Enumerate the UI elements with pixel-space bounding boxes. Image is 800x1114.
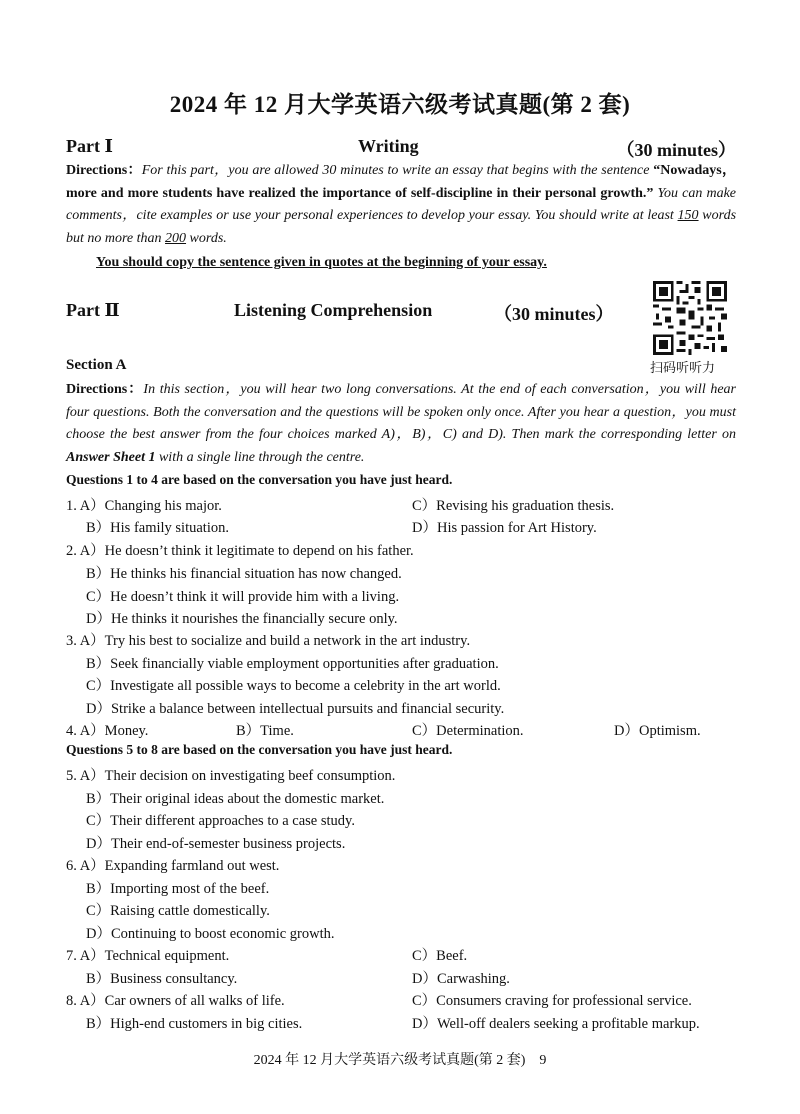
- q6-option-a: 6. A）Expanding farmland out west.: [66, 858, 280, 874]
- qr-code-icon[interactable]: [653, 281, 727, 355]
- q1-option-d: D）His passion for Art History.: [412, 520, 597, 536]
- q8-option-c: C）Consumers craving for professional service.: [412, 993, 692, 1009]
- q2-option-b: B）He thinks his financial situation has now changed.: [86, 566, 402, 582]
- part1-time: （30 minutes）: [616, 140, 736, 160]
- directions-text: In this section，you will hear two long conversations. At the end of each conversation，you will hear four questions. Both the conversation and the questions will be spoken only once. After you hear a question，you must choose the best answer from the four choices marked A)，B)，C) and D). Then mark the corresponding letter on: [66, 382, 736, 442]
- max-words: 200: [165, 230, 187, 246]
- part2-time: （30 minutes）: [494, 304, 614, 324]
- directions-text: For this part，you are allowed 30 minutes to write an essay that begins with the sentence: [141, 163, 650, 178]
- min-words: 150: [677, 208, 699, 223]
- part1-header: [66, 136, 736, 162]
- part2-label: Part Ⅱ: [66, 300, 120, 320]
- q2-option-a: 2. A）He doesn’t think it legitimate to depend on his father.: [66, 543, 414, 559]
- essay-prompt-quote: “Nowadays，more and more students have realized the importance of self-discipline in their personal growth.”: [66, 163, 736, 201]
- directions-label: Directions：: [66, 163, 142, 178]
- directions-text: words.: [189, 230, 227, 246]
- q3-option-a: 3. A）Try his best to socialize and build a network in the art industry.: [66, 633, 471, 649]
- q1-option-a: 1. A）Changing his major.: [66, 498, 222, 514]
- q3-option-b: B）Seek financially viable employment opportunities after graduation.: [86, 656, 499, 672]
- q5-option-b: B）Their original ideas about the domestic market.: [86, 791, 385, 807]
- q7-option-d: D）Carwashing.: [412, 971, 510, 987]
- q8-option-a: 8. A）Car owners of all walks of life.: [66, 993, 285, 1009]
- section-a-title: Section A: [66, 357, 127, 373]
- page-title: 2024 年 12 月大学英语六级考试真题(第 2 套): [169, 92, 631, 117]
- part2-directions: [66, 379, 736, 469]
- q4-option-d: D）Optimism.: [614, 723, 701, 739]
- q5-option-d: D）Their end-of-semester business projects.: [86, 836, 346, 852]
- q2-option-d: D）He thinks it nourishes the financially secure only.: [86, 611, 398, 627]
- question-group-heading: Questions 1 to 4 are based on the conversation you have just heard.: [66, 472, 453, 487]
- answer-sheet-ref: Answer Sheet 1: [66, 449, 156, 465]
- page-footer: 2024 年 12 月大学英语六级考试真题(第 2 套) 9: [253, 1053, 547, 1068]
- q7-option-a: 7. A）Technical equipment.: [66, 948, 230, 964]
- q8-option-d: D）Well-off dealers seeking a profitable markup.: [412, 1016, 700, 1032]
- directions-text: words but no more than: [66, 208, 737, 246]
- q4-option-b: B）Time.: [236, 723, 294, 739]
- directions-label: Directions：: [66, 382, 144, 397]
- q8-option-b: B）High-end customers in big cities.: [86, 1016, 303, 1032]
- part1-directions: [66, 160, 736, 250]
- part2-header: [66, 300, 626, 326]
- qr-caption: 扫码听听力: [650, 361, 716, 376]
- q4-option-c: C）Determination.: [412, 723, 524, 739]
- q6-option-b: B）Importing most of the beef.: [86, 881, 270, 897]
- q1-option-b: B）His family situation.: [86, 520, 229, 536]
- part1-name: Writing: [358, 136, 419, 156]
- q7-option-c: C）Beef.: [412, 948, 468, 964]
- directions-text: with a single line through the centre.: [158, 449, 365, 465]
- q2-option-c: C）He doesn’t think it will provide him with a living.: [86, 589, 400, 605]
- q6-option-c: C）Raising cattle domestically.: [86, 903, 270, 919]
- q6-option-d: D）Continuing to boost economic growth.: [86, 926, 335, 942]
- q5-option-a: 5. A）Their decision on investigating beef consumption.: [66, 768, 396, 784]
- question-group-heading: Questions 5 to 8 are based on the conversation you have just heard.: [66, 742, 453, 757]
- q3-option-d: D）Strike a balance between intellectual pursuits and financial security.: [86, 701, 505, 717]
- q7-option-b: B）Business consultancy.: [86, 971, 238, 987]
- q4-option-a: 4. A）Money.: [66, 723, 149, 739]
- q5-option-c: C）Their different approaches to a case study.: [86, 813, 355, 829]
- part2-name: Listening Comprehension: [234, 300, 433, 320]
- part1-label: Part Ⅰ: [66, 136, 113, 156]
- q1-option-c: C）Revising his graduation thesis.: [412, 498, 615, 514]
- directions-text: You can make comments，cite examples or use your personal experiences to develop your essay. You should write at least: [66, 185, 736, 223]
- copy-sentence-note: You should copy the sentence given in quotes at the beginning of your essay.: [96, 255, 547, 270]
- q3-option-c: C）Investigate all possible ways to become a celebrity in the art world.: [86, 678, 501, 694]
